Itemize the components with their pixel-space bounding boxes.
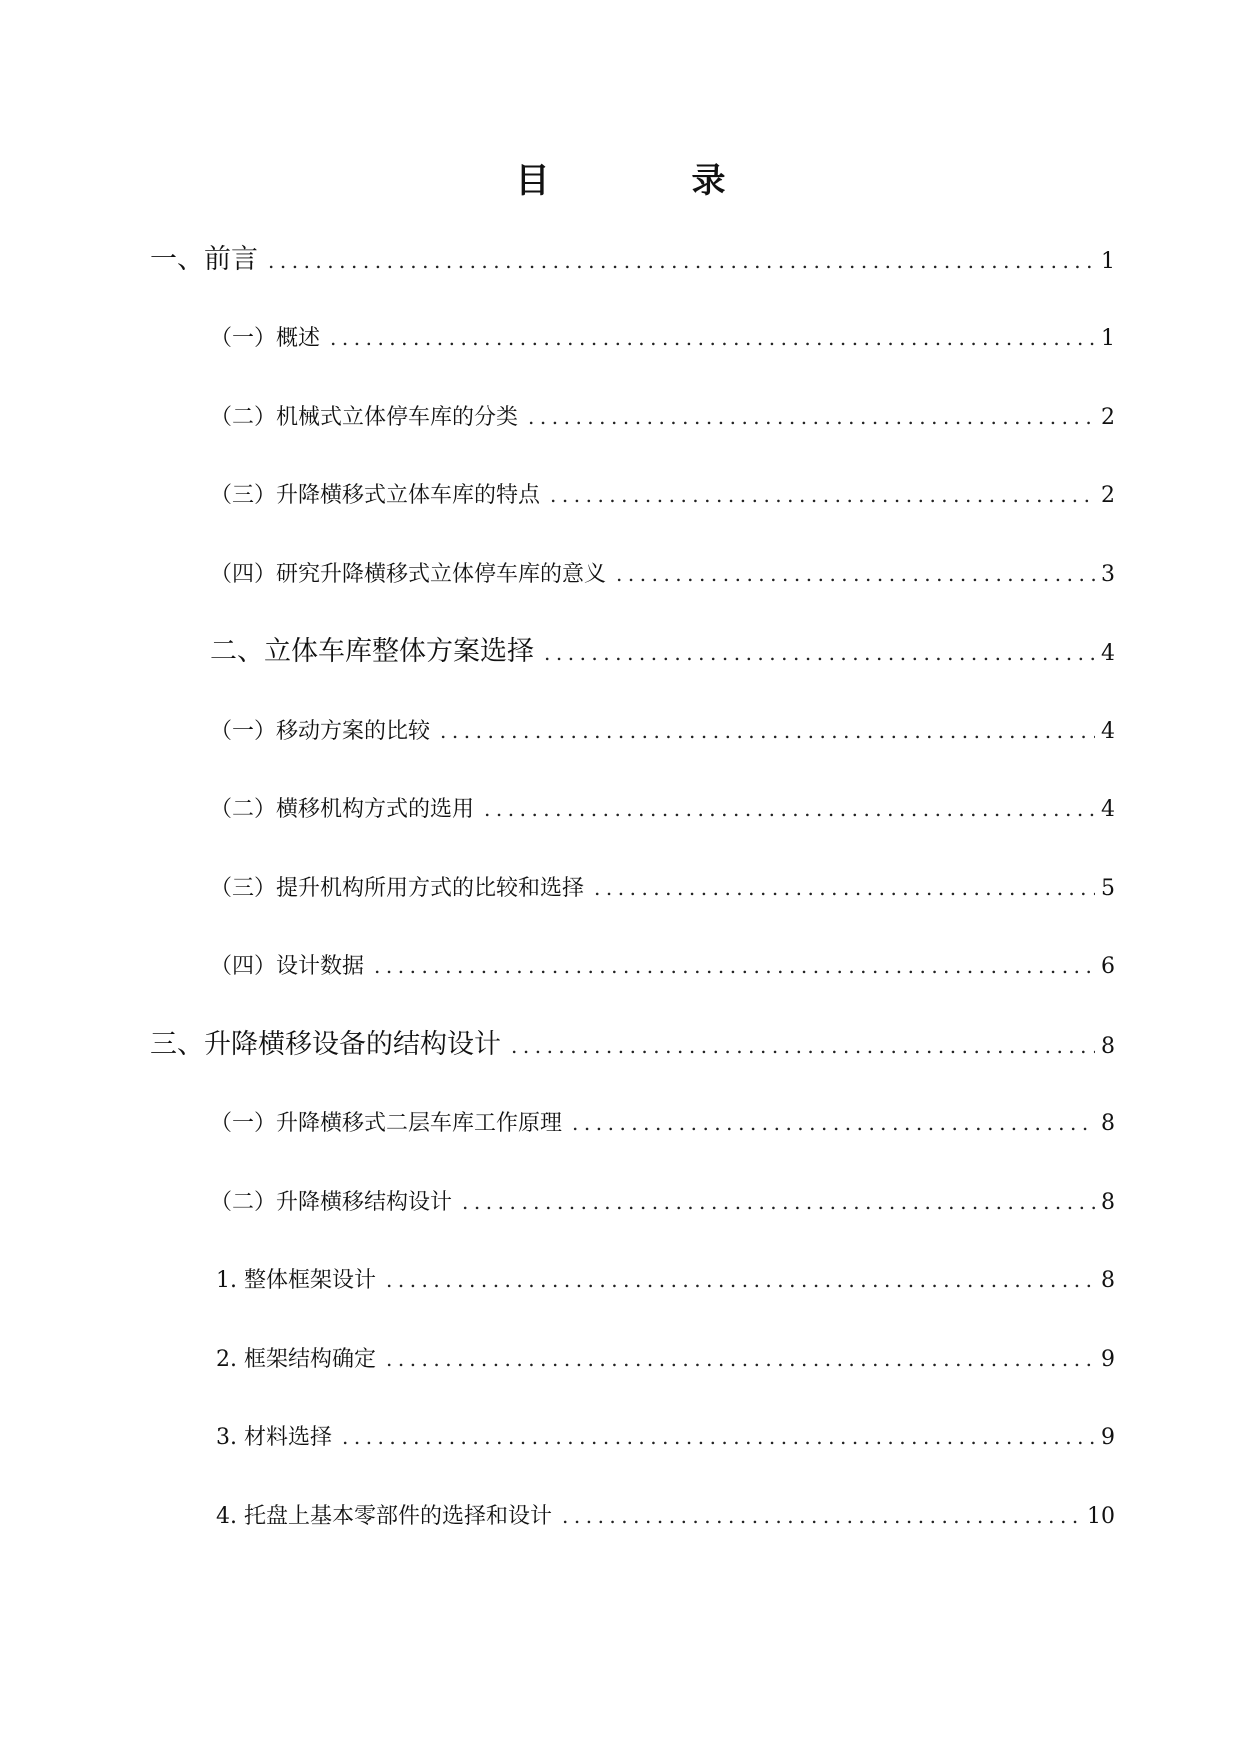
- toc-entry-lifting-mechanism[interactable]: [210, 868, 1115, 908]
- toc-entry-title: （二）机械式立体停车库的分类: [210, 405, 519, 430]
- toc-page-number: 4: [1101, 719, 1115, 744]
- toc-leader-dots: [342, 1417, 1095, 1457]
- toc-page-number: 2: [1101, 483, 1115, 508]
- toc-entry-title: （四）研究升降横移式立体停车库的意义: [210, 562, 607, 587]
- toc-leader-dots: [386, 1339, 1095, 1379]
- toc-page-number: 8: [1101, 1268, 1115, 1293]
- toc-entry-traverse-mechanism[interactable]: [210, 789, 1115, 829]
- toc-page-number: 8: [1101, 1190, 1115, 1215]
- toc-entry-working-principle[interactable]: [210, 1103, 1115, 1143]
- toc-page-number: 1: [1101, 326, 1115, 351]
- toc-entry-pallet-components[interactable]: [216, 1496, 1115, 1536]
- toc-entry-title: 2. 框架结构确定: [216, 1347, 376, 1372]
- page-title: 目 录: [515, 161, 780, 201]
- toc-entry-title: 二、立体车库整体方案选择: [210, 636, 534, 667]
- toc-entry-frame-design[interactable]: [216, 1260, 1115, 1300]
- toc-entry-title: （一）移动方案的比较: [210, 719, 431, 744]
- toc-leader-dots: [484, 789, 1095, 829]
- toc-entry-preface[interactable]: [150, 240, 1115, 280]
- toc-page-number: 10: [1087, 1504, 1115, 1529]
- toc-page-number: 6: [1101, 954, 1115, 979]
- toc-leader-dots: [616, 554, 1095, 594]
- toc-entry-title: （四）设计数据: [210, 954, 365, 979]
- toc-leader-dots: [440, 711, 1095, 751]
- toc-page-number: 3: [1101, 562, 1115, 587]
- toc-leader-dots: [462, 1182, 1095, 1222]
- toc-leader-dots: [594, 868, 1095, 908]
- toc-leader-dots: [572, 1103, 1095, 1143]
- toc-leader-dots: [550, 475, 1095, 515]
- toc-entry-title: （三）升降横移式立体车库的特点: [210, 483, 541, 508]
- toc-entry-significance[interactable]: [210, 554, 1115, 594]
- toc-entry-movement-comparison[interactable]: [210, 711, 1115, 751]
- toc-entry-title: （二）横移机构方式的选用: [210, 797, 475, 822]
- toc-entry-lift-traverse-design[interactable]: [210, 1182, 1115, 1222]
- toc-entry-overview[interactable]: [210, 318, 1115, 358]
- toc-leader-dots: [374, 946, 1095, 986]
- toc-page-number: 8: [1101, 1111, 1115, 1136]
- toc-entry-features[interactable]: [210, 475, 1115, 515]
- toc-leader-dots: [330, 318, 1095, 358]
- toc-entry-title: （二）升降横移结构设计: [210, 1190, 453, 1215]
- toc-page-number: 9: [1101, 1347, 1115, 1372]
- toc-entry-frame-structure[interactable]: [216, 1339, 1115, 1379]
- toc-leader-dots: [544, 633, 1095, 673]
- toc-leader-dots: [528, 397, 1095, 437]
- toc-leader-dots: [268, 241, 1095, 281]
- toc-entry-title: 3. 材料选择: [216, 1425, 332, 1450]
- toc-leader-dots: [511, 1026, 1095, 1066]
- toc-entry-classification[interactable]: [210, 397, 1115, 437]
- toc-entry-title: （一）概述: [210, 326, 321, 351]
- toc-entry-title: 1. 整体框架设计: [216, 1268, 376, 1293]
- toc-page-number: 8: [1101, 1034, 1115, 1059]
- toc-entry-structure-design[interactable]: [150, 1025, 1115, 1065]
- toc-leader-dots: [562, 1496, 1081, 1536]
- toc-entry-material-selection[interactable]: [216, 1417, 1115, 1457]
- toc-entry-title: 三、升降横移设备的结构设计: [150, 1029, 501, 1060]
- toc-entry-title: 4. 托盘上基本零部件的选择和设计: [216, 1504, 552, 1529]
- toc-entry-title: （一）升降横移式二层车库工作原理: [210, 1111, 563, 1136]
- toc-entry-title: （三）提升机构所用方式的比较和选择: [210, 876, 585, 901]
- toc-page-number: 2: [1101, 405, 1115, 430]
- toc-entry-design-data[interactable]: [210, 946, 1115, 986]
- toc-entry-overall-scheme[interactable]: [210, 632, 1115, 672]
- toc-page-number: 4: [1101, 641, 1115, 666]
- toc-entry-title: 一、前言: [150, 244, 258, 275]
- toc-page-number: 9: [1101, 1425, 1115, 1450]
- toc-leader-dots: [386, 1260, 1095, 1300]
- toc-page-number: 5: [1101, 876, 1115, 901]
- toc-page-number: 4: [1101, 797, 1115, 822]
- toc-page-number: 1: [1101, 249, 1115, 274]
